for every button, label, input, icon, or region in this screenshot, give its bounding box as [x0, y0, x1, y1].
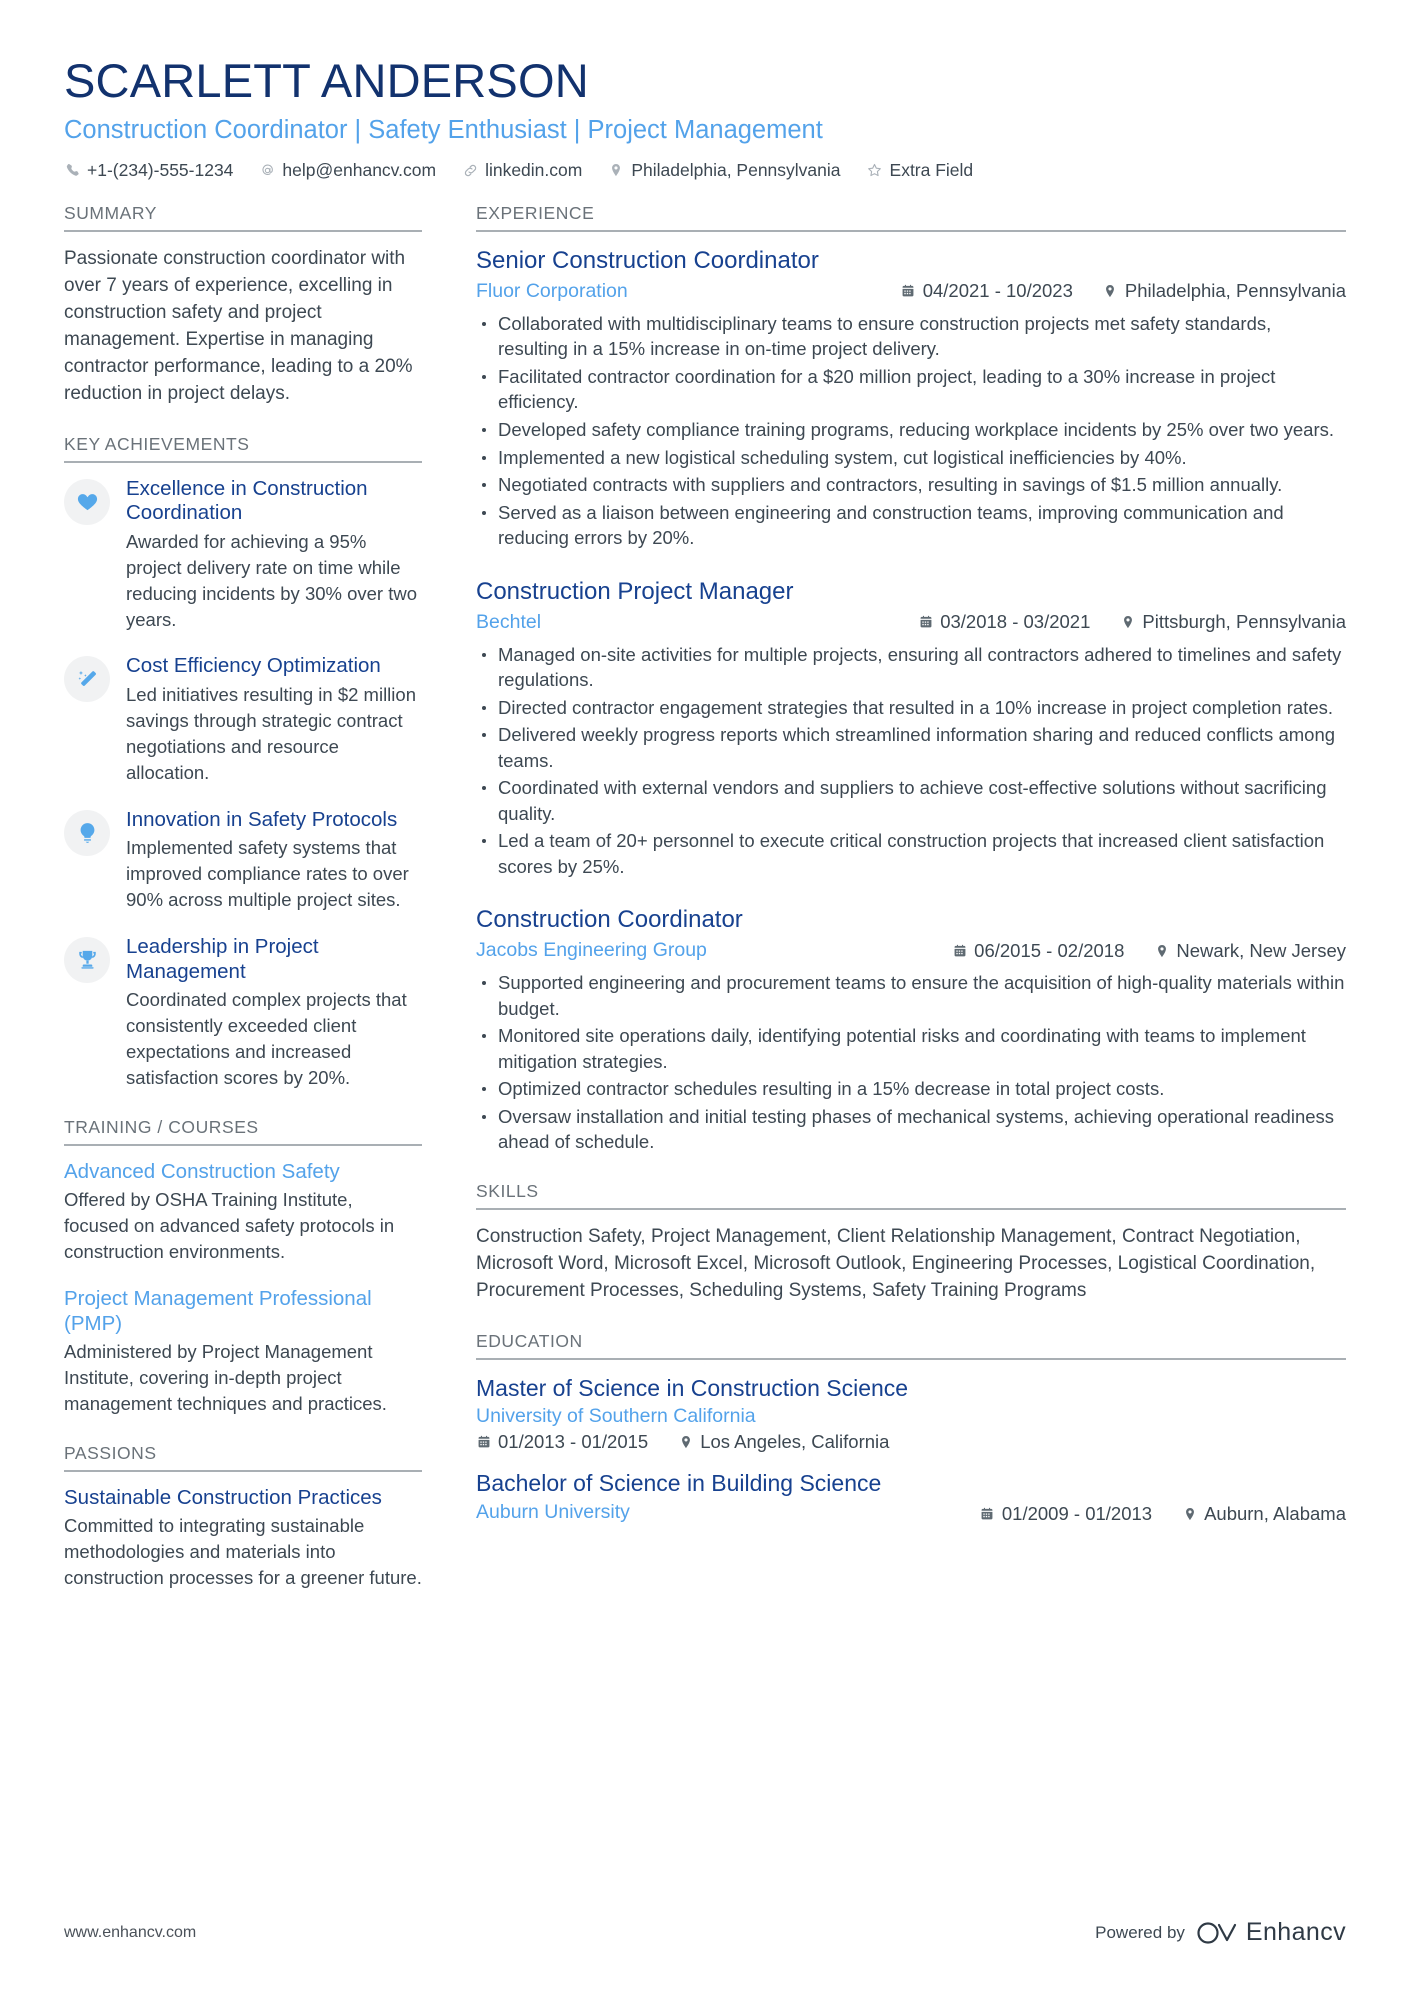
location-pin-icon — [1103, 284, 1118, 299]
powered-by-label: Powered by — [1095, 1922, 1185, 1942]
education-location — [1182, 1503, 1346, 1525]
job-bullet: Implemented a new logistical scheduling system, cut logistical inefficiencies by 40%. — [476, 445, 1346, 471]
job-role: Construction Coordinator — [476, 906, 743, 934]
job-bullet: Negotiated contracts with suppliers and contractors, resulting in savings of $1.5 million annually. — [476, 472, 1346, 498]
job-bullet: Facilitated contractor coordination for a $20 million project, leading to a 30% increase in project efficiency. — [476, 364, 1346, 415]
section-summary — [64, 203, 422, 408]
section-passions — [64, 1443, 422, 1591]
education-school: Auburn University — [476, 1501, 630, 1524]
contact-item[interactable] — [64, 160, 233, 181]
education-meta — [476, 1431, 1346, 1453]
experience-item — [476, 577, 1346, 880]
passion-item — [64, 1486, 422, 1591]
contact-text: Philadelphia, Pennsylvania — [631, 159, 841, 180]
training-list — [64, 1146, 422, 1417]
job-bullet-list — [476, 970, 1346, 1155]
job-role: Construction Project Manager — [476, 577, 794, 605]
education-school: University of Southern California — [476, 1405, 756, 1428]
heart-icon — [64, 479, 110, 525]
experience-item — [476, 905, 1346, 1155]
job-company: Fluor Corporation — [476, 279, 628, 302]
location-pin-icon — [678, 1435, 693, 1450]
section-title-training: TRAINING / COURSES — [64, 1117, 422, 1146]
section-title-passions: PASSIONS — [64, 1443, 422, 1472]
calendar-icon — [980, 1507, 995, 1522]
location-pin-icon — [1154, 943, 1169, 958]
achievement-item — [64, 808, 422, 913]
job-bullet-list — [476, 642, 1346, 880]
powered-by-block — [1095, 1918, 1346, 1947]
achievement-description: Awarded for achieving a 95% project delivery rate on time while reducing incidents by 30% over two years. — [126, 530, 418, 630]
training-title: Project Management Professional (PMP) — [64, 1286, 372, 1335]
job-location-text: Pittsburgh, Pennsylvania — [1142, 611, 1346, 633]
contact-item[interactable] — [608, 160, 840, 181]
achievement-title: Excellence in Construction Coordination — [126, 476, 368, 525]
job-meta — [476, 939, 1346, 962]
achievement-list — [64, 463, 422, 1091]
section-title-skills: SKILLS — [476, 1181, 1346, 1210]
experience-list — [476, 232, 1346, 1155]
education-location-text: Auburn, Alabama — [1204, 1503, 1346, 1525]
achievement-item — [64, 654, 422, 785]
job-bullet: Delivered weekly progress reports which streamlined information sharing and reduced conflicts among teams. — [476, 722, 1346, 773]
resume-header — [0, 0, 1410, 181]
calendar-icon — [476, 1435, 491, 1450]
section-skills — [476, 1181, 1346, 1305]
job-bullet: Led a team of 20+ personnel to execute critical construction projects that increased client satisfaction scores by 25%. — [476, 828, 1346, 879]
education-degree: Bachelor of Science in Building Science — [476, 1470, 882, 1497]
job-bullet-list — [476, 311, 1346, 551]
lightbulb-idea-icon — [64, 810, 110, 856]
contact-row — [64, 160, 1346, 181]
job-dates-text: 04/2021 - 10/2023 — [922, 280, 1073, 302]
achievement-title: Leadership in Project Management — [126, 934, 319, 983]
achievement-item — [64, 477, 422, 633]
job-meta — [476, 611, 1346, 634]
achievement-item — [64, 935, 422, 1091]
contact-item[interactable] — [462, 160, 582, 181]
phone-icon — [64, 162, 80, 178]
contact-text: linkedin.com — [485, 159, 583, 180]
job-location — [1103, 280, 1346, 302]
job-bullet: Managed on-site activities for multiple projects, ensuring all contractors adhered to timelines and safety regulations. — [476, 642, 1346, 693]
job-bullet: Directed contractor engagement strategies that resulted in a 10% increase in project completion rates. — [476, 695, 1346, 721]
job-bullet: Developed safety compliance training programs, reducing workplace incidents by 25% over two years. — [476, 417, 1346, 443]
education-item — [476, 1469, 1346, 1527]
summary-text: Passionate construction coordinator with over 7 years of experience, excelling in construction safety and project management. Expertise in managing contractor performance, leading to a 20% reduction in project delays. — [64, 247, 413, 404]
training-item — [64, 1287, 422, 1417]
section-title-experience: EXPERIENCE — [476, 203, 1346, 232]
magic-wand-icon — [64, 656, 110, 702]
link-icon — [462, 162, 478, 178]
job-dates-text: 03/2018 - 03/2021 — [940, 611, 1091, 633]
enhancv-wordmark: Enhancv — [1245, 1918, 1346, 1946]
contact-text: Extra Field — [889, 159, 974, 180]
calendar-icon — [952, 943, 967, 958]
education-dates — [980, 1503, 1152, 1525]
section-key-achievements — [64, 434, 422, 1091]
job-dates — [918, 611, 1090, 633]
job-bullet: Monitored site operations daily, identifying potential risks and coordinating with teams to implement mitigation strategies. — [476, 1023, 1346, 1074]
education-meta — [476, 1501, 1346, 1527]
location-pin-icon — [608, 162, 624, 178]
calendar-icon — [918, 615, 933, 630]
education-dates — [476, 1431, 648, 1453]
section-education — [476, 1331, 1346, 1528]
education-dates-text: 01/2013 - 01/2015 — [498, 1431, 649, 1453]
job-dates — [952, 940, 1124, 962]
achievement-title: Innovation in Safety Protocols — [126, 807, 398, 831]
job-company: Bechtel — [476, 610, 542, 633]
job-bullet: Supported engineering and procurement teams to ensure the acquisition of high-quality materials within budget. — [476, 970, 1346, 1021]
job-company: Jacobs Engineering Group — [476, 939, 707, 962]
training-description: Offered by OSHA Training Institute, focused on advanced safety protocols in construction environments. — [64, 1189, 395, 1263]
job-bullet: Coordinated with external vendors and suppliers to achieve cost-effective solutions without sacrificing quality. — [476, 775, 1346, 826]
passion-list — [64, 1472, 422, 1591]
education-item — [476, 1374, 1346, 1454]
section-experience — [476, 203, 1346, 1155]
job-dates — [901, 280, 1073, 302]
achievement-description: Implemented safety systems that improved compliance rates to over 90% across multiple project sites. — [126, 837, 409, 911]
achievement-title: Cost Efficiency Optimization — [126, 654, 381, 678]
education-list — [476, 1360, 1346, 1528]
contact-item[interactable] — [867, 160, 974, 181]
trophy-icon — [64, 937, 110, 983]
education-location-text: Los Angeles, California — [700, 1431, 890, 1453]
job-bullet: Served as a liaison between engineering and construction teams, improving communication and reducing errors by 20%. — [476, 500, 1346, 551]
job-role: Senior Construction Coordinator — [476, 246, 819, 274]
page-title: SCARLETT ANDERSON — [64, 54, 589, 107]
contact-text: +1-(234)-555-1234 — [87, 159, 234, 180]
job-bullet: Oversaw installation and initial testing phases of mechanical systems, achieving operational readiness ahead of schedule. — [476, 1104, 1346, 1155]
training-title: Advanced Construction Safety — [64, 1159, 340, 1183]
job-bullet: Optimized contractor schedules resulting in a 15% decrease in total project costs. — [476, 1076, 1346, 1102]
training-item — [64, 1160, 422, 1265]
page-footer — [0, 1918, 1410, 1947]
enhancv-mark-icon — [1197, 1920, 1237, 1946]
job-location — [1120, 611, 1346, 633]
job-dates-text: 06/2015 - 02/2018 — [974, 939, 1125, 961]
education-dates-text: 01/2009 - 01/2013 — [1001, 1503, 1153, 1525]
calendar-icon — [901, 284, 916, 299]
training-description: Administered by Project Management Institute, covering in-depth project management techniques and practices. — [64, 1341, 387, 1414]
enhancv-logo — [1197, 1918, 1346, 1947]
passion-description: Committed to integrating sustainable methodologies and materials into construction processes for a greener future. — [64, 1515, 422, 1589]
achievement-description: Led initiatives resulting in $2 million savings through strategic contract negotiations and resource allocation. — [126, 684, 416, 783]
right-column — [464, 203, 1346, 1553]
passion-title: Sustainable Construction Practices — [64, 1485, 382, 1509]
contact-item[interactable] — [259, 160, 436, 181]
job-bullet: Collaborated with multidisciplinary teams to ensure construction projects met safety standards, resulting in a 15% increase in on-time project delivery. — [476, 311, 1346, 362]
resume-body — [0, 181, 1410, 1617]
section-training-courses — [64, 1117, 422, 1417]
education-degree: Master of Science in Construction Science — [476, 1374, 909, 1401]
email-icon — [259, 162, 275, 178]
education-location — [678, 1431, 889, 1453]
footer-website[interactable]: www.enhancv.com — [64, 1923, 197, 1941]
achievement-description: Coordinated complex projects that consistently exceeded client expectations and increased satisfaction scores by 20%. — [126, 989, 407, 1088]
job-location-text: Philadelphia, Pennsylvania — [1124, 280, 1346, 302]
job-location-text: Newark, New Jersey — [1176, 939, 1346, 961]
location-pin-icon — [1182, 1507, 1197, 1522]
job-location — [1154, 940, 1346, 962]
section-title-summary: SUMMARY — [64, 203, 422, 232]
professional-headline: Construction Coordinator | Safety Enthusiast | Project Management — [64, 115, 823, 144]
section-title-key-achievements: KEY ACHIEVEMENTS — [64, 434, 422, 463]
star-icon — [867, 162, 883, 178]
skills-text: Construction Safety, Project Management, Client Relationship Management, Contract Negotiation, Microsoft Word, Microsoft Excel, Microsoft Outlook, Engineering Processes, Logistical Coordination, Procurement Processes, Scheduling Systems, Safety Training Programs — [476, 1225, 1316, 1301]
location-pin-icon — [1120, 615, 1135, 630]
contact-text: help@enhancv.com — [282, 159, 437, 180]
section-title-education: EDUCATION — [476, 1331, 1346, 1360]
experience-item — [476, 246, 1346, 551]
left-column — [64, 203, 464, 1617]
job-meta — [476, 280, 1346, 303]
